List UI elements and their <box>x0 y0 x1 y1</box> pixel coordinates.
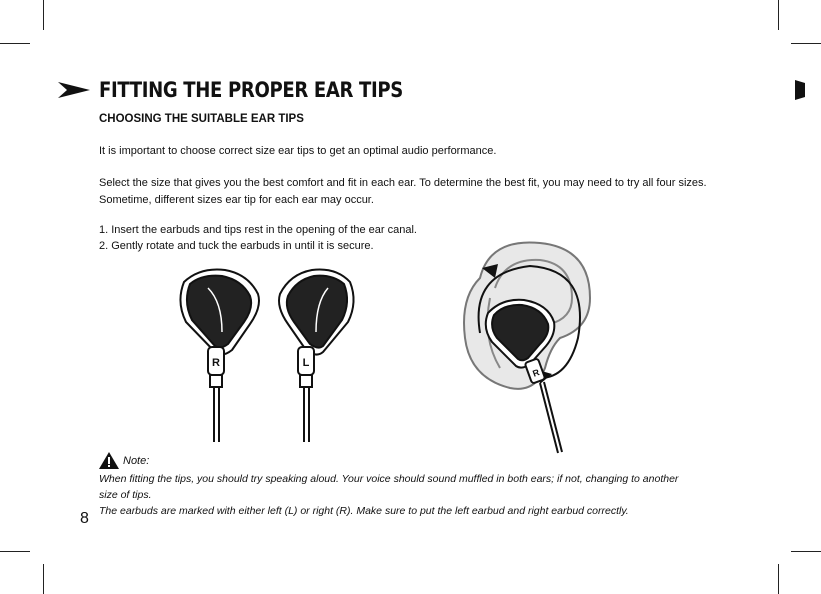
crop-mark <box>778 0 779 30</box>
crop-mark <box>778 564 779 594</box>
note-header <box>99 452 149 469</box>
left-earbud-mark: L <box>302 357 310 369</box>
right-earbud <box>180 270 259 443</box>
step-2-text: 2. Gently rotate and tuck the earbuds in until it is secure. <box>99 240 374 252</box>
note-line-1: When fitting the tips, you should try speaking aloud. Your voice should sound muffled in both ears; if not, changing to another <box>99 473 679 485</box>
edge-tab-icon <box>795 80 805 100</box>
rotating-earbud-mark: R <box>531 367 541 379</box>
crop-mark <box>791 43 821 44</box>
fit-instruction-line-2: Sometime, different sizes ear tip for each ear may occur. <box>99 194 374 206</box>
note-line-2: size of tips. <box>99 489 152 501</box>
fit-instruction-line-1: Select the size that gives you the best comfort and fit in each ear. To determine the best fit, you may need to try all four sizes. <box>99 177 707 189</box>
intro-text: It is important to choose correct size ear tips to get an optimal audio performance. <box>99 145 497 157</box>
crop-mark <box>43 0 44 30</box>
page-title: FITTING THE PROPER EAR TIPS <box>99 78 403 102</box>
note-line-3: The earbuds are marked with either left (L) or right (R). Make sure to put the left earbud and right earbud correctly. <box>99 505 629 517</box>
crop-mark <box>0 43 30 44</box>
left-earbud <box>279 270 354 443</box>
step-1-text: 1. Insert the earbuds and tips rest in the opening of the ear canal. <box>99 224 417 236</box>
note-label: Note: <box>123 454 150 467</box>
page-number: 8 <box>80 510 89 527</box>
right-earbud-mark: R <box>212 357 220 369</box>
arrow-bullet-icon <box>58 80 90 100</box>
crop-mark <box>43 564 44 594</box>
ear-fitting-illustration <box>440 238 600 458</box>
crop-mark <box>791 551 821 552</box>
section-subtitle: CHOOSING THE SUITABLE EAR TIPS <box>99 113 304 125</box>
warning-icon <box>99 452 119 469</box>
crop-mark <box>0 551 30 552</box>
earbuds-pair-illustration <box>170 262 370 442</box>
